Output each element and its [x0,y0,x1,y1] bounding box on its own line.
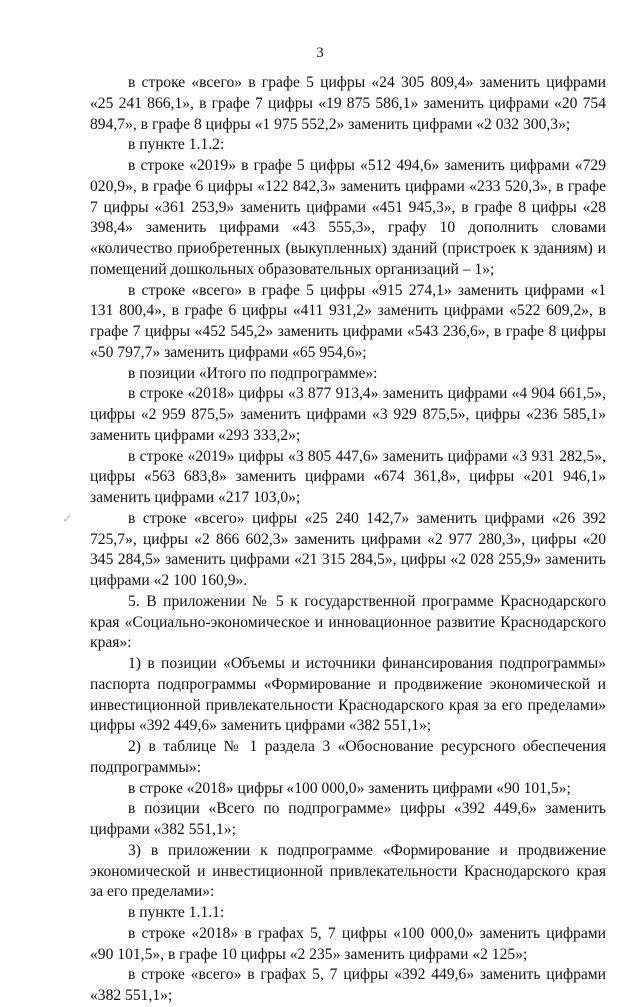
paragraph: в строке «2018» в графах 5, 7 цифры «100 000,0» заменить цифрами «90 101,5», в графе 10 цифры «2 235» заменить цифрами «2 125»; [90,924,606,963]
paragraph: в позиции «Итого по подпрограмме»: [128,364,378,382]
paragraph: в строке «всего» в графах 5, 7 цифры «392 449,6» заменить цифрами «382 551,1»; [90,966,606,1004]
paragraph: в строке «2019» в графе 5 цифры «512 494,6» заменить цифрами «729 020,9», в графе 6 цифры «122 842,3» заменить цифрами «233 520,3», в графе 7 цифры «361 253,9» заменить цифрами «451 945,3», в графе 8 цифры «28 398,4» заменить цифрами «43 555,3», графу 10 дополнить словами «количество приобретенных (выкупленных) зданий (пристроек к зданиям) и помещений дошкольных образовательных организаций – 1»; [90,157,606,278]
page-number: 3 [316,45,324,61]
paragraph: в строке «2018» цифры «3 877 913,4» заменить цифрами «4 904 661,5», цифры «2 959 875,5» заменить цифрами «3 929 875,5», цифры «236 585,1» заменить цифрами «293 333,2»; [90,385,606,444]
document-body [90,73,606,1007]
paragraph: в строке «2019» цифры «3 805 447,6» заменить цифрами «3 931 282,5», цифры «563 683,8» заменить цифрами «674 361,8», цифры «201 946,1» заменить цифрами «217 103,0»; [90,447,606,506]
paragraph: в пункте 1.1.1: [128,904,225,921]
paragraph: 3) в приложении к подпрограмме «Формирование и продвижение экономической и инвестиционной привлекательности Краснодарского края за его пределами»: [90,841,606,901]
margin-check-mark: ✓ [62,511,73,526]
paragraph: в позиции «Всего по подпрограмме» цифры «392 449,6» заменить цифрами «382 551,1»; [90,800,606,838]
paragraph: 5. В приложении № 5 к государственной программе Краснодарского края «Социально-экономическое и инновационное развитие Краснодарского края»: [90,592,606,652]
paragraph: в строке «2018» цифры «100 000,0» заменить цифрами «90 101,5»; [128,779,571,797]
paragraph: в строке «всего» в графе 5 цифры «915 274,1» заменить цифрами «1 131 800,4», в графе 6 цифры «411 931,2» заменить цифрами «522 609,2», в графе 7 цифры «452 545,2» заменить цифрами «543 236,6», в графе 8 цифры «50 797,7» заменить цифрами «65 954,6»; [90,281,606,361]
paragraph: в пункте 1.1.2: [128,136,225,154]
paragraph: 1) в позиции «Объемы и источники финансирования подпрограммы» паспорта подпрограммы «Формирование и продвижение экономической и инвестиционной привлекательности Краснодарского края за его пределами» цифры «392 449,6» заменить цифрами «382 551,1»; [90,655,606,735]
paragraph: 2) в таблице № 1 раздела 3 «Обоснование ресурсного обеспечения подпрограммы»: [90,738,606,776]
paragraph: в строке «всего» цифры «25 240 142,7» заменить цифрами «26 392 725,7», цифры «2 866 602,3» заменить цифрами «2 977 280,3», цифры «20 345 284,5» заменить цифрами «21 315 284,5», цифры «2 028 255,9» заменить цифрами «2 100 160,9». [90,509,606,589]
paragraph: в строке «всего» в графе 5 цифры «24 305 809,4» заменить цифрами «25 241 866,1», в графе 7 цифры «19 875 586,1» заменить цифрами «20 754 894,7», в графе 8 цифры «1 975 552,2» заменить цифрами «2 032 300,3»; [90,74,606,133]
